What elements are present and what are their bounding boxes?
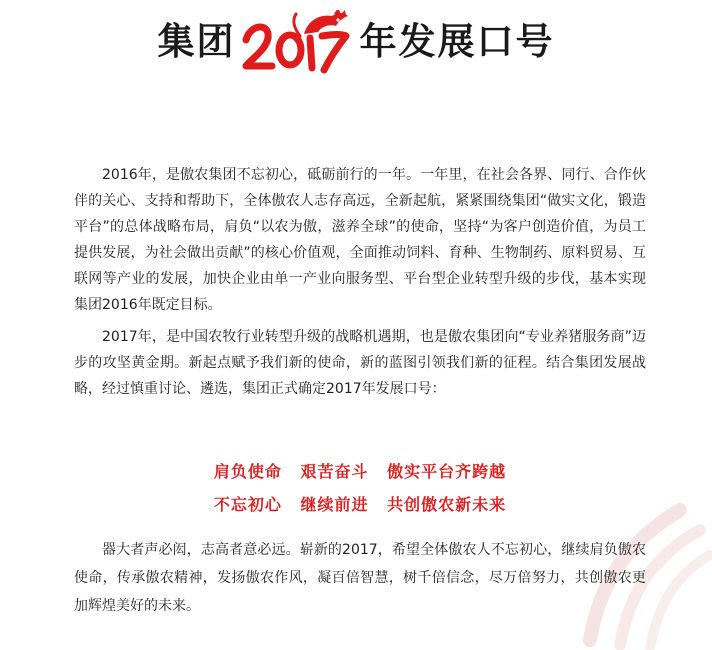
slogan-text: 共创傲农新未来: [387, 495, 507, 514]
slogan-text: 傲实平台齐跨越: [387, 462, 507, 481]
slogan-text: 肩负使命: [213, 462, 282, 481]
slogan-row-2: [74, 488, 646, 521]
slogan-text: 继续前进: [300, 495, 369, 514]
slogan-text: 不忘初心: [213, 495, 282, 514]
title-right: 年发展口号: [359, 20, 555, 63]
slogan-text: 艰苦奋斗: [300, 462, 369, 481]
title-left: 集团: [157, 20, 236, 63]
rooster-2017-logo-icon: [238, 10, 358, 74]
intro-text: [74, 162, 646, 402]
paragraph-2016: 2016年，是傲农集团不忘初心，砥砺前行的一年。一年里，在社会各界、同行、合作伙伴的关心、支持和帮助下，全体傲农人志存高远，全新起航，紧紧围绕集团“做实文化，锻造平台”的总体战略布局，肩负“以农为傲，滋养全球”的使命，坚持“为客户创造价值，为员工提供发展，为社会做出贡献”的核心价值观，全面推动饲料、育种、生物制药、原料贸易、互联网等产业的发展，加快企业由单一产业向服务型、平台型企业转型升级的步伐，基本实现集团2016年既定目标。: [74, 167, 646, 313]
closing-paragraph: 器大者声必闳，志高者意必远。崭新的2017，希望全体傲农人不忘初心，继续肩负傲农使命，传承傲农精神，发扬傲农作风，凝百倍智慧，树千倍信念，尽万倍努力，共创傲农更加辉煌美好的未来。: [74, 542, 646, 614]
slogan-block: [74, 455, 646, 521]
slogan-row-1: [74, 455, 646, 488]
paragraph-2017: 2017年，是中国农牧行业转型升级的战略机遇期，也是傲农集团向“专业养猪服务商”迈步的攻坚黄金期。新起点赋予我们新的使命，新的蓝图引领我们新的征程。结合集团发展战略，经过慎重讨论、遴选，集团正式确定2017年发展口号：: [74, 329, 646, 397]
page-header: [0, 10, 712, 74]
closing-text: [74, 536, 646, 620]
